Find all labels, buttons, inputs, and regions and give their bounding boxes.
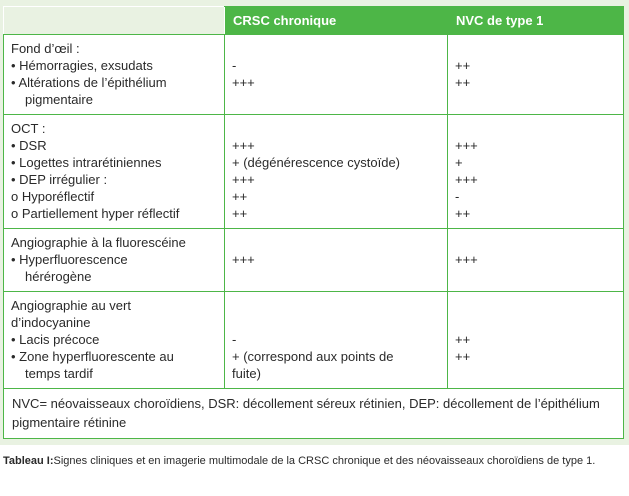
cell-line: +++ xyxy=(232,75,255,90)
cell-line xyxy=(232,120,440,137)
cell-line: • DSR xyxy=(11,138,47,153)
cell-line: Angiographie à la fluorescéine xyxy=(11,235,186,250)
cell-line: • DEP irrégulier : xyxy=(11,172,108,187)
cell-line: • Lacis précoce xyxy=(11,332,100,347)
footnote-row xyxy=(4,389,624,439)
cell-line: • Hyperfluorescence xyxy=(11,252,128,267)
cell-line: +++ xyxy=(232,138,255,153)
cell-line: • Logettes intrarétiniennes xyxy=(11,155,162,170)
cell-line: OCT : xyxy=(11,121,46,136)
cell-line xyxy=(232,40,440,57)
table-cell xyxy=(225,35,448,115)
header-crsc-chronique: CRSC chronique xyxy=(225,7,448,35)
table-cell xyxy=(448,229,624,292)
cell-line: o Partiellement hyper réflectif xyxy=(11,206,180,221)
cell-line: - xyxy=(232,58,237,73)
cell-line: +++ xyxy=(455,252,478,267)
table-row xyxy=(4,115,624,229)
cell-line: ++ xyxy=(455,58,471,73)
cell-line: - xyxy=(455,189,460,204)
table-row xyxy=(4,292,624,389)
table-cell xyxy=(448,292,624,389)
cell-line xyxy=(455,91,616,108)
cell-line: • Altérations de l’épithélium xyxy=(11,75,167,90)
cell-line: +++ xyxy=(232,172,255,187)
clinical-signs-table xyxy=(3,6,624,439)
cell-line: + (correspond aux points de xyxy=(232,349,394,364)
table-cell xyxy=(4,35,225,115)
table-caption xyxy=(3,452,623,470)
cell-line: ++ xyxy=(232,206,248,221)
cell-line xyxy=(232,91,440,108)
table-row xyxy=(4,229,624,292)
cell-line: pigmentaire xyxy=(25,92,93,107)
table-cell xyxy=(4,292,225,389)
cell-line xyxy=(455,120,616,137)
cell-line: - xyxy=(232,332,237,347)
table-cell xyxy=(448,35,624,115)
table-cell xyxy=(448,115,624,229)
cell-line xyxy=(455,365,616,382)
cell-line xyxy=(455,40,616,57)
cell-line xyxy=(455,234,616,251)
cell-line: +++ xyxy=(455,138,478,153)
header-empty-cell xyxy=(4,7,225,35)
cell-line: • Zone hyperfluorescente au xyxy=(11,349,174,364)
caption-label: Tableau I: xyxy=(3,455,54,467)
cell-line: +++ xyxy=(455,172,478,187)
header-nvc-type-1: NVC de type 1 xyxy=(448,7,624,35)
cell-line xyxy=(232,234,440,251)
cell-line: + (dégénérescence cystoïde) xyxy=(232,155,401,170)
cell-line: d’indocyanine xyxy=(11,315,91,330)
cell-line: Angiographie au vert xyxy=(11,298,131,313)
cell-line: • Hémorragies, exsudats xyxy=(11,58,153,73)
cell-line: o Hyporéflectif xyxy=(11,189,95,204)
cell-line: +++ xyxy=(232,252,255,267)
cell-line: hérérogène xyxy=(25,269,92,284)
cell-line: temps tardif xyxy=(25,366,93,381)
cell-line: fuite) xyxy=(232,366,261,381)
cell-line: ++ xyxy=(455,75,471,90)
cell-line: ++ xyxy=(455,349,471,364)
cell-line xyxy=(455,297,616,314)
table-cell xyxy=(4,115,225,229)
table-cell xyxy=(225,229,448,292)
cell-line: ++ xyxy=(232,189,248,204)
table-cell xyxy=(225,115,448,229)
cell-line: ++ xyxy=(455,206,471,221)
cell-line xyxy=(232,297,440,314)
cell-line xyxy=(232,268,440,285)
cell-line: + xyxy=(455,155,463,170)
cell-line xyxy=(232,314,440,331)
cell-line: ++ xyxy=(455,332,471,347)
cell-line: Fond d’œil : xyxy=(11,41,80,56)
table-cell xyxy=(4,229,225,292)
table-body xyxy=(4,35,624,389)
abbreviations-footnote: NVC= néovaisseaux choroïdiens, DSR: décollement séreux rétinien, DEP: décollement de l’épithélium pigmentaire rétinine xyxy=(4,389,624,439)
caption-text: Signes cliniques et en imagerie multimodale de la CRSC chronique et des néovaisseaux choroïdiens de type 1. xyxy=(53,455,596,467)
table-cell xyxy=(225,292,448,389)
table-row xyxy=(4,35,624,115)
cell-line xyxy=(455,268,616,285)
cell-line xyxy=(455,314,616,331)
header-row xyxy=(4,7,624,35)
